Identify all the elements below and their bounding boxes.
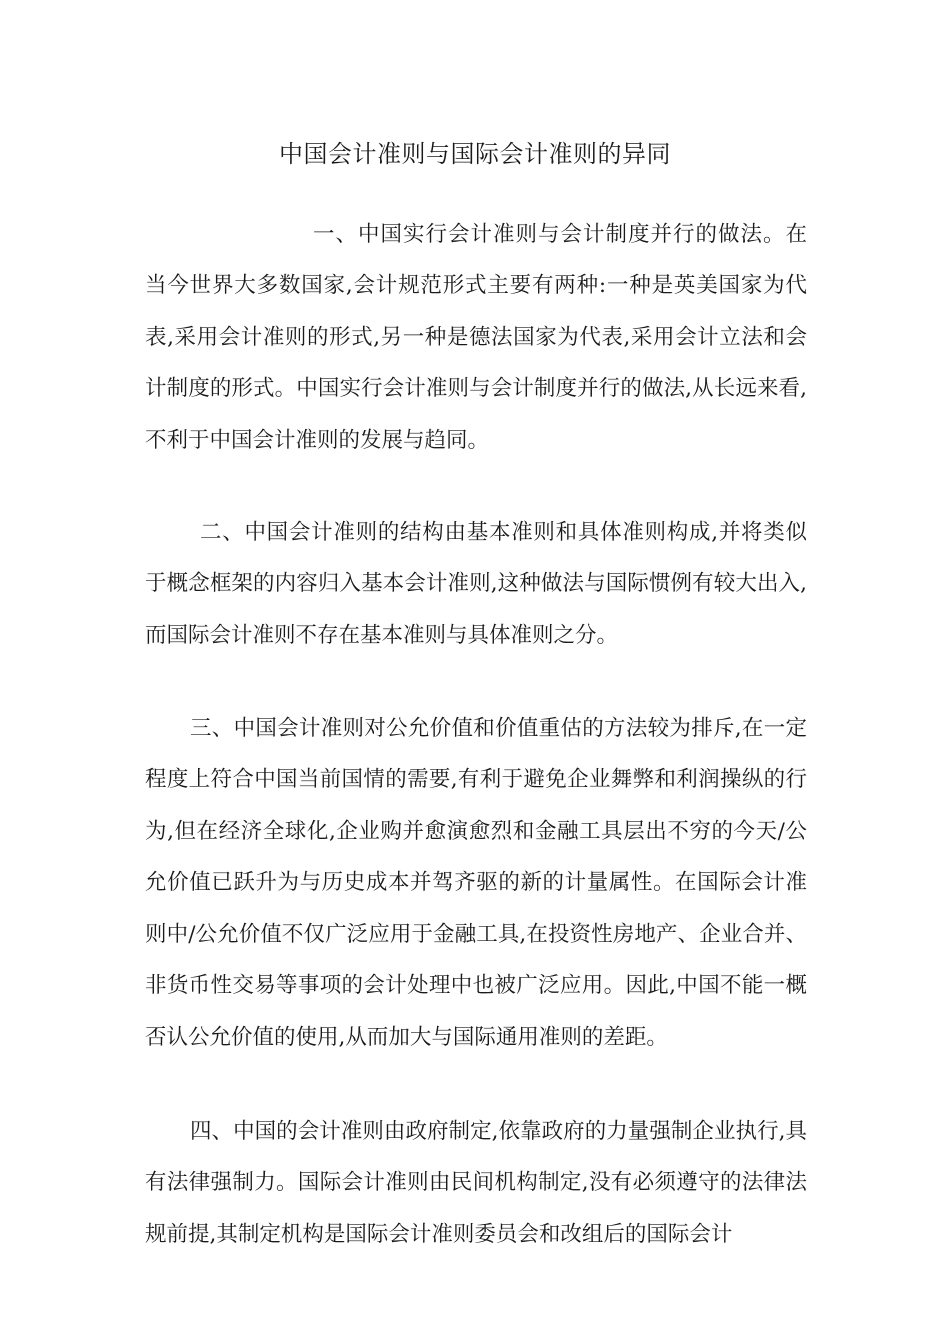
paragraph-2: 二、中国会计准则的结构由基本准则和具体准则构成,并将类似于概念框架的内容归入基本会计准则,这种做法与国际惯例有较大出入,而国际会计准则不存在基本准则与具体准则之分。	[145, 519, 807, 648]
document-title: 中国会计准则与国际会计准则的异同	[279, 140, 671, 168]
paragraph-4: 四、中国的会计准则由政府制定,依靠政府的力量强制企业执行,具有法律强制力。国际会计准则由民间机构制定,没有必须遵守的法律法规前提,其制定机构是国际会计准则委员会和改组后的国际会计	[145, 1118, 807, 1247]
paragraph-3: 三、中国会计准则对公允价值和价值重估的方法较为排斥,在一定程度上符合中国当前国情的需要,有利于避免企业舞弊和利润操纵的行为,但在经济全球化,企业购并愈演愈烈和金融工具层出不穷的今天/公允价值已跃升为与历史成本并驾齐驱的新的计量属性。在国际会计准则中/公允价值不仅广泛应用于金融工具,在投资性房地产、企业合并、非货币性交易等事项的会计处理中也被广泛应用。因此,中国不能一概否认公允价值的使用,从而加大与国际通用准则的差距。	[145, 715, 807, 1050]
paragraph-1: 一、中国实行会计准则与会计制度并行的做法。在当今世界大多数国家,会计规范形式主要有两种:一种是英美国家为代表,采用会计准则的形式,另一种是德法国家为代表,采用会计立法和会计制度的形式。中国实行会计准则与会计制度并行的做法,从长远来看,不利于中国会计准则的发展与趋同。	[145, 221, 807, 453]
